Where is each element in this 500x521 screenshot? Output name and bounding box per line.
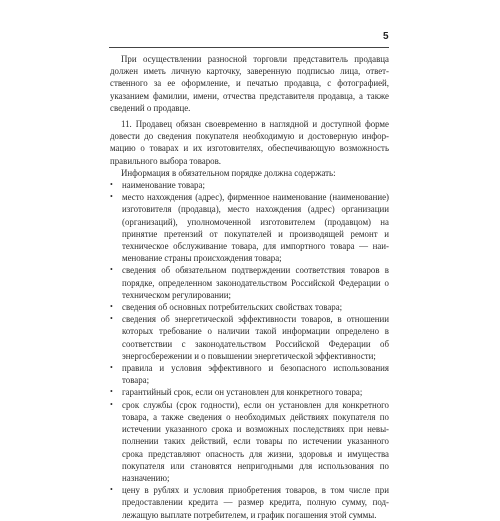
list-item-text: сведения об обязательном подтверждении соответствия товаров в порядке, определенном законодательством Российской Федерации о техническом регулировании; (122, 265, 389, 300)
header-rule (109, 47, 389, 48)
list-item-text: сведения об основных потребительских свойствах товара; (122, 302, 343, 313)
bullet-icon: • (110, 485, 113, 495)
page-number: 5 (383, 31, 389, 42)
list-item-text: место нахождения (адрес), фирменное наименование (наименование) изготовителя (продавца), место нахождения (адрес) организации (организаций), уполномоченной изготовителем (продавцом) на принятие претензий от покупателей и производящей ремонт и техническое обслуживание товара, для импортного товара — наименование страны происхождения товара; (122, 192, 389, 264)
bullet-icon: • (110, 399, 113, 409)
list-item-text: гарантийный срок, если он установлен для конкретного товара; (122, 387, 363, 398)
list-item (110, 386, 389, 398)
list-item-text: правила и условия эффективного и безопасного использования товара; (122, 363, 389, 386)
list-item-text: наименование товара; (122, 180, 205, 191)
bullet-icon: • (110, 180, 113, 190)
bullet-icon: • (110, 192, 113, 202)
bullet-icon: • (110, 387, 113, 397)
list-item (110, 484, 389, 521)
list-item (110, 362, 389, 386)
required-info-list (110, 179, 389, 521)
list-item-text: срок службы (срок годности), если он установлен для конкретного товара, а также сведения о необходимых действиях покупателя по истечении указанного срока и возможных последствиях при невыполнении таких действий, если товары по истечении указанного срока представляют опасность для жизни, здоровья и имущества покупателя или становятся непригодными для использования по назначению; (122, 399, 389, 483)
list-item (110, 191, 389, 264)
bullet-icon: • (110, 314, 113, 324)
bullet-icon: • (110, 302, 113, 312)
paragraph-peddling-card: При осуществлении разносной торговли представитель продавца должен иметь личную карточку, заверенную подписью лица, ответственного за ее оформление, и печатью продавца, с фотографией, указанием фамилии, имени, отчества представителя продавца, а также сведений о продавце. (110, 54, 389, 113)
bullet-icon: • (110, 363, 113, 373)
bullet-icon: • (110, 265, 113, 275)
paragraph-seller-obligation: 11. Продавец обязан своевременно в наглядной и доступной форме довести до сведения покупателя необходимую и достоверную информацию о товарах и их изготовителях, обеспечивающую возможность правильного выбора товаров. (110, 119, 389, 166)
list-item (110, 313, 389, 362)
list-item-text: цену в рублях и условия приобретения товаров, в том числе при предоставлении кредита — размер кредита, полную сумму, подлежащую выплате потребителем, и график погашения этой суммы. (122, 485, 389, 520)
list-item (110, 264, 389, 301)
list-item-text: сведения об энергетической эффективности товаров, в отношении которых требование о наличии такой информации определено в соответствии с законодательством Российской Федерации об энергосбережении и о повышении энергетической эффективности; (122, 314, 389, 361)
list-item (110, 301, 389, 313)
page-body (110, 53, 389, 521)
list-item (110, 399, 389, 484)
list-item (110, 179, 389, 191)
list-intro: Информация в обязательном порядке должна содержать: (121, 167, 336, 178)
